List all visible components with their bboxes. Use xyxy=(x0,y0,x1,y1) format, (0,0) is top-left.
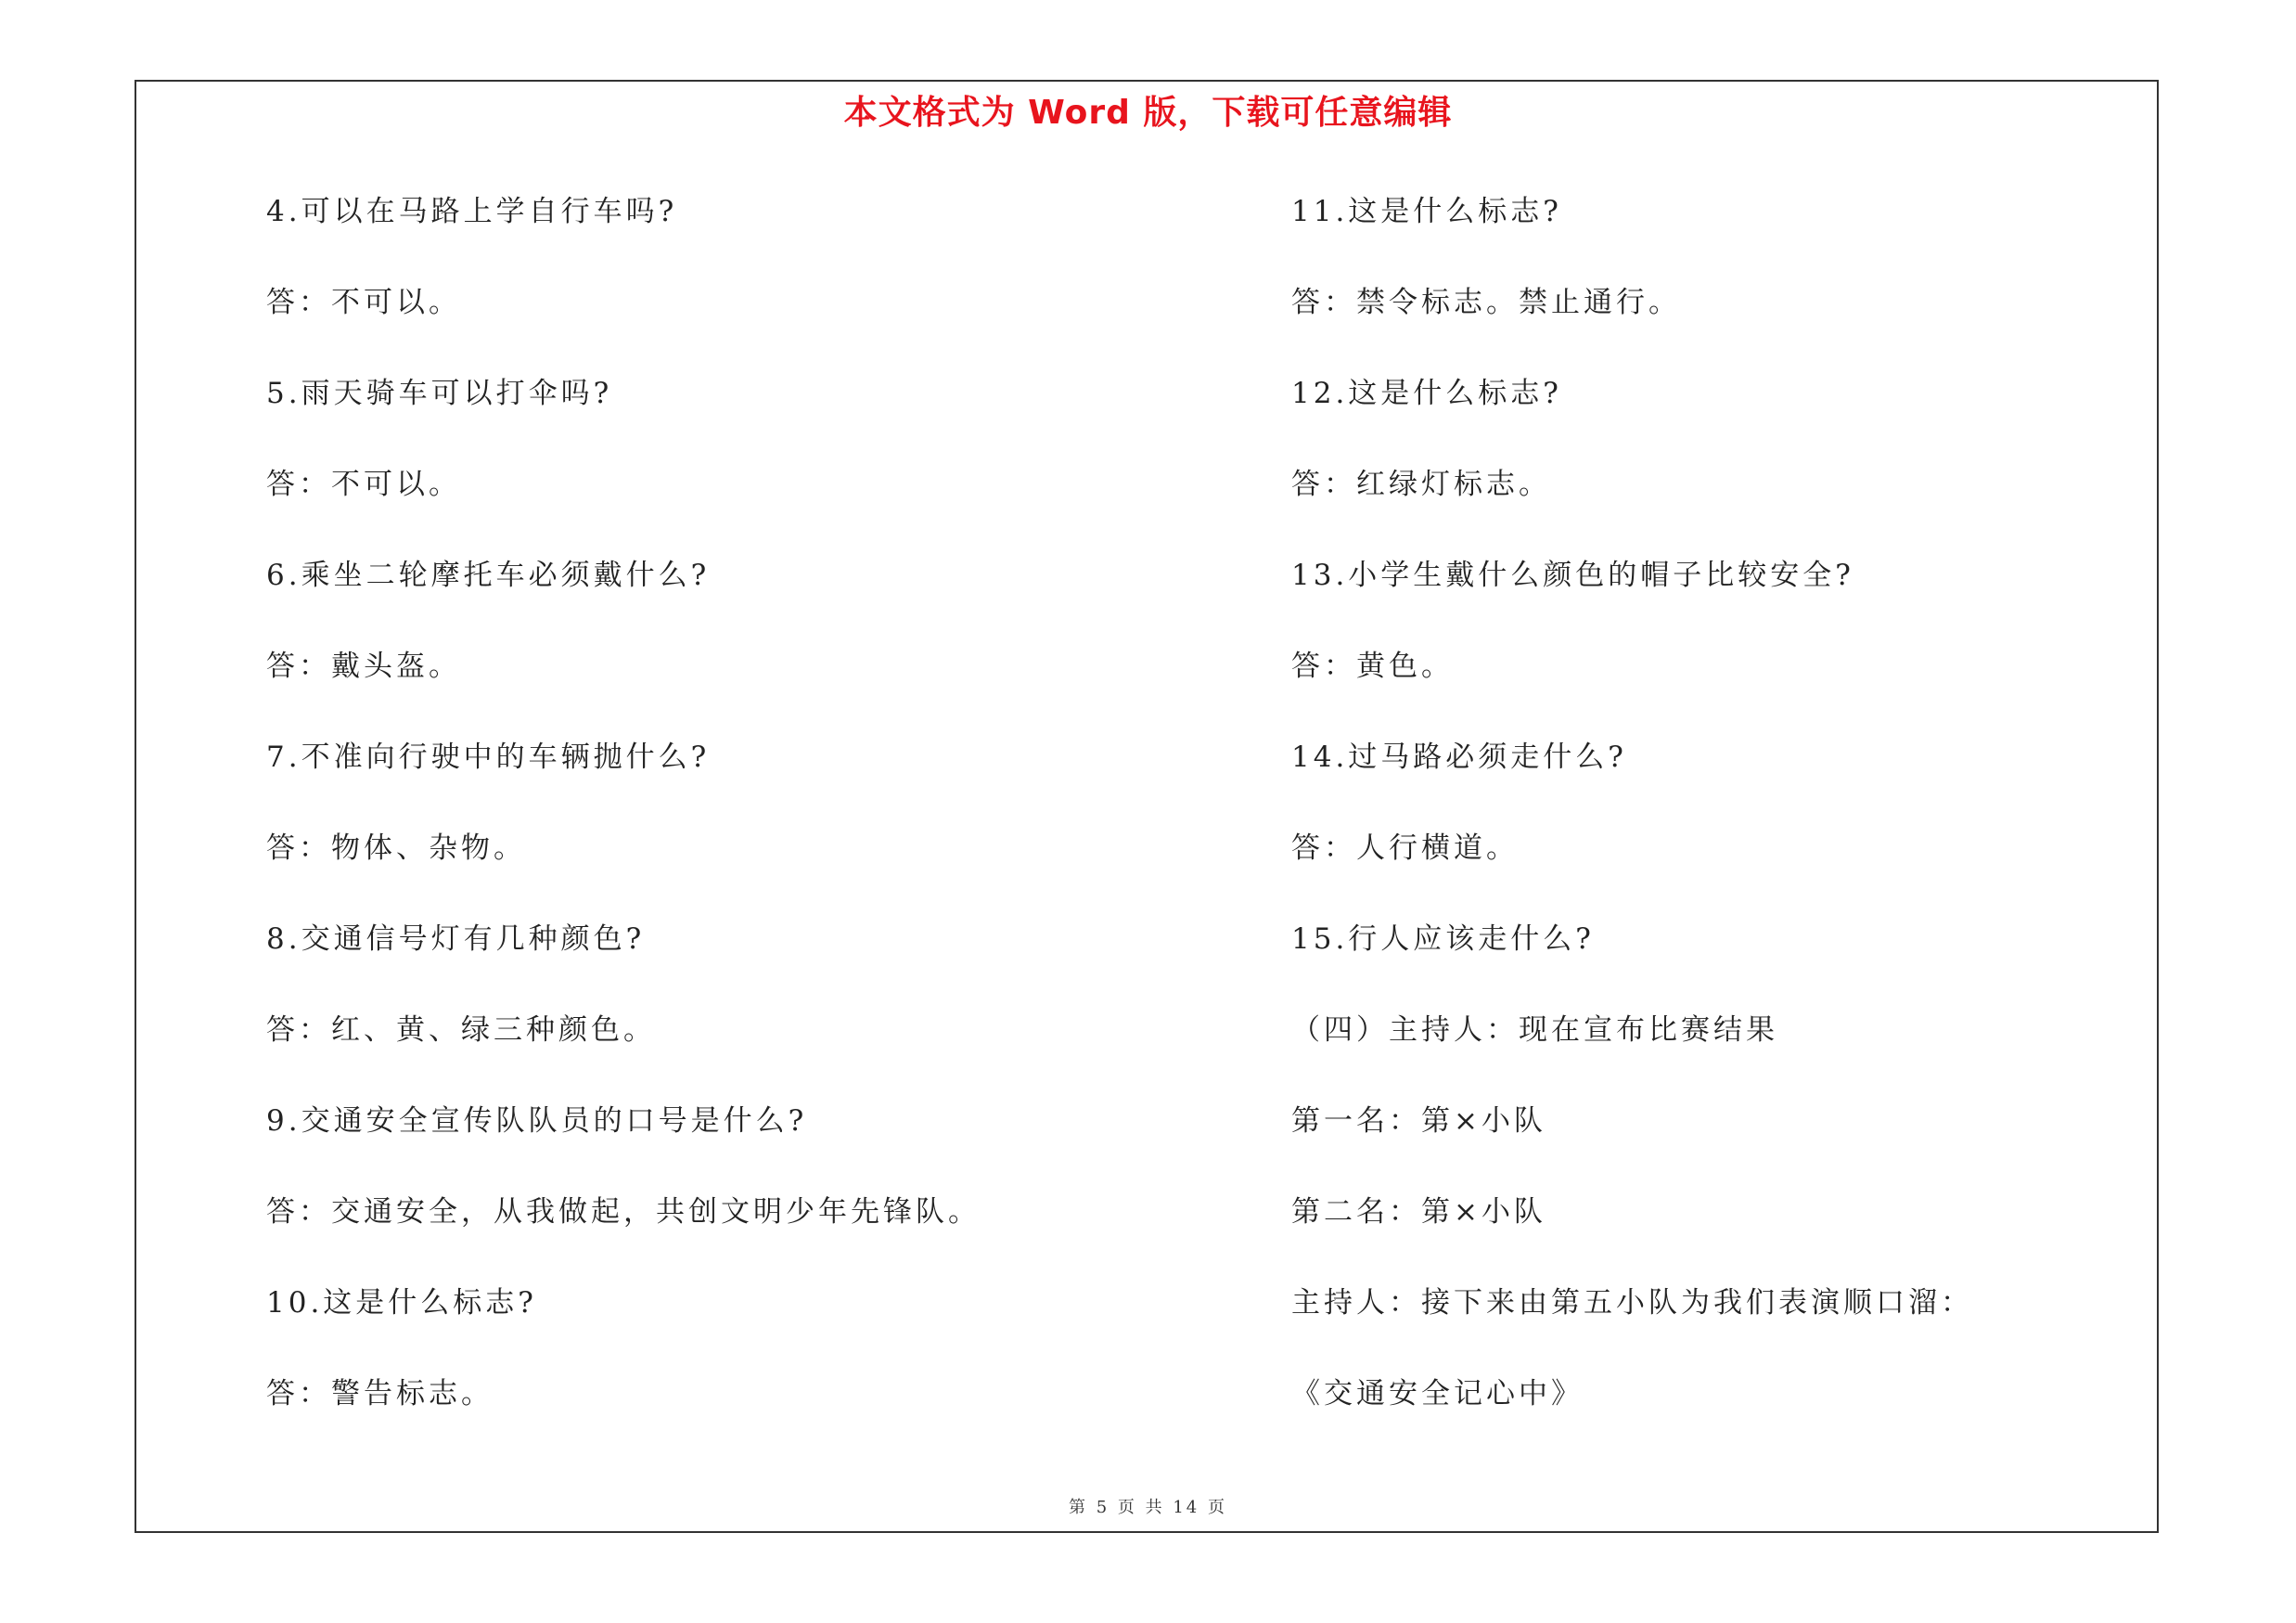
right-column-line: 答：人行横道。 xyxy=(1291,831,1519,865)
word-format-banner: 本文格式为 Word 版，下载可任意编辑 xyxy=(843,94,1453,132)
left-column-line: 8.交通信号灯有几种颜色? xyxy=(266,922,646,956)
right-column-line: 答：红绿灯标志。 xyxy=(1291,468,1551,501)
left-column xyxy=(266,186,1194,1459)
left-column-line: 答：警告标志。 xyxy=(266,1377,494,1410)
right-column-line: 第一名：第×小队 xyxy=(1291,1104,1546,1138)
left-column-line: 答：交通安全，从我做起，共创文明少年先锋队。 xyxy=(266,1195,981,1229)
left-column-line: 4.可以在马路上学自行车吗? xyxy=(266,195,678,228)
right-column-line: 《交通安全记心中》 xyxy=(1291,1377,1584,1410)
left-column-line: 答：红、黄、绿三种颜色。 xyxy=(266,1013,656,1047)
left-column-line: 5.雨天骑车可以打伞吗? xyxy=(266,377,613,410)
right-column-line: 11.这是什么标志? xyxy=(1291,195,1562,228)
right-column-line: 主持人：接下来由第五小队为我们表演顺口溜： xyxy=(1291,1286,1973,1320)
left-column-line: 答：不可以。 xyxy=(266,468,461,501)
left-column-line: 9.交通安全宣传队队员的口号是什么? xyxy=(266,1104,808,1138)
left-column-line: 10.这是什么标志? xyxy=(266,1286,537,1320)
right-column-line: （四）主持人：现在宣布比赛结果 xyxy=(1291,1013,1778,1047)
right-column-line: 13.小学生戴什么颜色的帽子比较安全? xyxy=(1291,559,1854,592)
right-column xyxy=(1291,186,2126,1459)
left-column-line: 7.不准向行驶中的车辆抛什么? xyxy=(266,741,711,774)
right-column-line: 14.过马路必须走什么? xyxy=(1291,741,1627,774)
left-column-line: 答：戴头盔。 xyxy=(266,650,461,683)
left-column-line: 答：不可以。 xyxy=(266,286,461,319)
right-column-line: 答：黄色。 xyxy=(1291,650,1454,683)
right-column-line: 答：禁令标志。禁止通行。 xyxy=(1291,286,1681,319)
right-column-line: 15.行人应该走什么? xyxy=(1291,922,1595,956)
right-column-line: 第二名：第×小队 xyxy=(1291,1195,1546,1229)
left-column-line: 6.乘坐二轮摩托车必须戴什么? xyxy=(266,559,711,592)
left-column-line: 答：物体、杂物。 xyxy=(266,831,526,865)
right-column-line: 12.这是什么标志? xyxy=(1291,377,1562,410)
page-number-footer: 第 5 页 共 14 页 xyxy=(1069,1498,1227,1517)
